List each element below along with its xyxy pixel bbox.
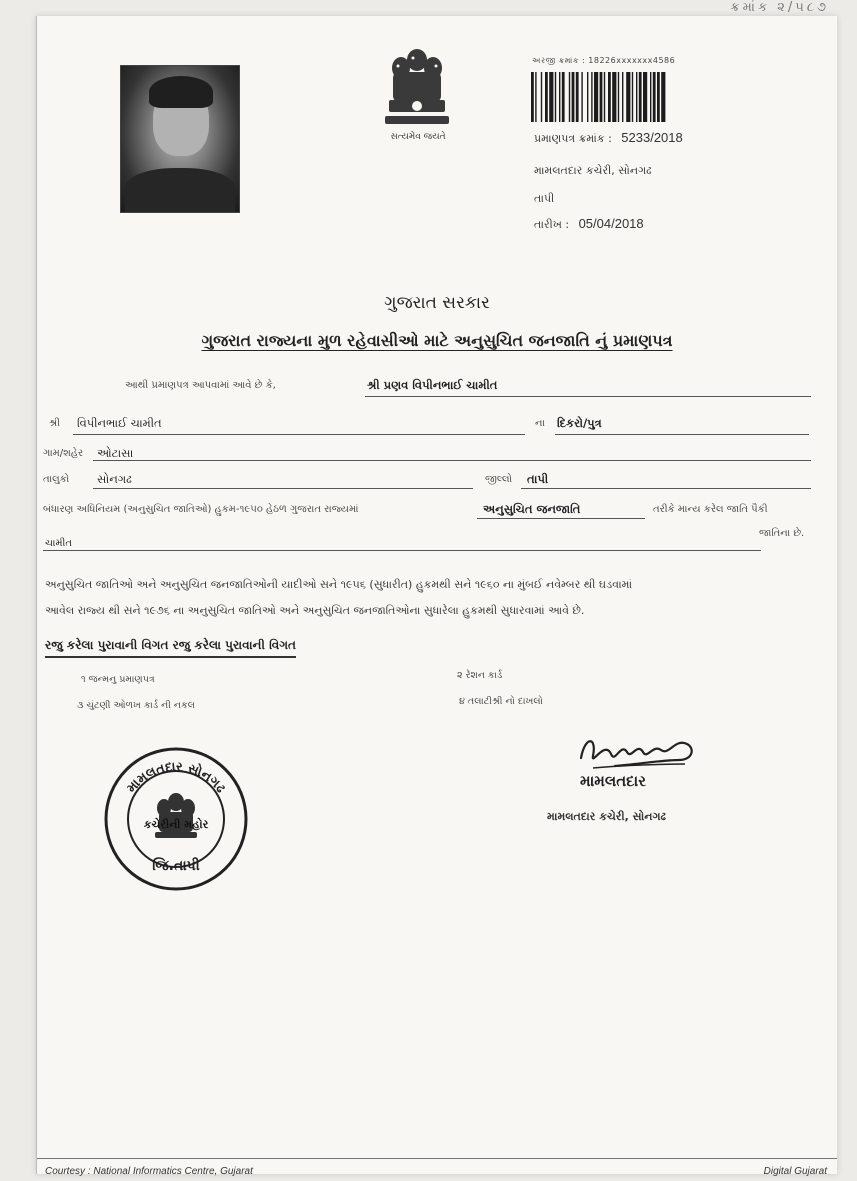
barcode-bar	[572, 72, 575, 122]
barcode-bar	[549, 72, 553, 122]
taluka-rule	[93, 488, 473, 489]
barcode-bar	[535, 72, 536, 122]
caste-tail: જાતિના છે.	[759, 528, 805, 539]
certificate-title	[37, 331, 837, 351]
barcode-bar	[653, 72, 656, 122]
district-rule	[521, 488, 811, 489]
barcode-bar	[657, 72, 660, 122]
signatory-title: મામલતદાર	[580, 772, 646, 790]
issuer-office: મામલતદાર કચેરી, સોનગઢ	[534, 164, 652, 177]
certificate-number-value: 5233/2018	[621, 130, 683, 145]
category-value: અનુસુચિત જનજાતિ	[483, 502, 581, 516]
resident-rule	[93, 460, 811, 461]
barcode-bar	[639, 72, 642, 122]
barcode-bar	[545, 72, 548, 122]
caste-rule	[43, 550, 761, 551]
certificate-date-row	[534, 216, 644, 232]
applicant-name: શ્રી પ્રણવ વિપીનભાઈ ચામીત	[367, 378, 498, 392]
svg-text:મામલતદાર સોનગઢ	[124, 759, 228, 796]
legal-paragraph-line-2: આવેલ રાજ્ય થી સને ૧૯૭૬ ના અનુસુચિત જાતિઓ અને અનુસુચિત જનજાતિઓના સુધારેલા હુકમથી સુધારવામાં આવે છે.	[45, 604, 585, 617]
relation-value: દિકરો/પુત્ર	[557, 416, 602, 430]
applicant-photo	[120, 65, 240, 213]
shri-label: શ્રી	[49, 418, 61, 429]
barcode-bar	[600, 72, 603, 122]
father-name-rule	[73, 434, 525, 435]
recognized-text: તરીકે માન્ય કરેલ જાતિ પૈકી	[653, 504, 768, 515]
references-title: રજુ કરેલા પુરાવાની વિગત રજુ કરેલા પુરાવાની વિગત	[45, 638, 296, 658]
reference-item-2: ૨ રેશન કાર્ડ	[457, 670, 503, 681]
seal-top-text: મામલતદાર સોનગઢ	[124, 759, 228, 796]
footer-divider	[37, 1158, 837, 1159]
barcode-bar	[650, 72, 651, 122]
signatory-office: મામલતદાર કચેરી, સોનગઢ	[547, 810, 666, 823]
barcode-bar	[643, 72, 647, 122]
office-seal-stamp	[101, 744, 251, 894]
district-label: જીલ્લો	[485, 474, 513, 485]
barcode-bar	[581, 72, 582, 122]
certificate-number-label: પ્રમાણપત્ર ક્રમાંક :	[534, 132, 612, 145]
issuer-district: તાપી	[534, 192, 555, 205]
order-text: બંધારણ અધિનિયમ (અનુસુચિત જાતિઓ) હુકમ-૧૯૫૦ હેઠળ ગુજરાત રાજ્યમાં	[43, 504, 359, 515]
reference-item-3: ૩ ચુંટણી ઓળખ કાર્ડ ની નકલ	[77, 700, 195, 711]
barcode-bar	[569, 72, 570, 122]
barcode	[529, 72, 719, 122]
taluka-value: સોનગઢ	[97, 472, 132, 486]
barcode-bar	[636, 72, 637, 122]
barcode-bar	[632, 72, 633, 122]
barcode-bar	[612, 72, 616, 122]
seal-bottom-text: જિ.તાપી	[152, 858, 200, 874]
barcode-bar	[622, 72, 623, 122]
certificate-title-text: ગુજરાત રાજ્યના મુળ રહેવાસીઓ માટે અનુસુચિત જનજાતિ નું પ્રમાણપત્ર	[201, 331, 673, 350]
seal-mid-text: કચેરીની મહોર	[143, 818, 209, 831]
corner-handwritten-note: ક્રમાંક ૨/૫૮૭	[730, 0, 829, 15]
barcode-bar	[661, 72, 665, 122]
barcode-bar	[555, 72, 556, 122]
barcode-bar	[618, 72, 619, 122]
barcode-label: અરજી ક્રમાંક : 18226xxxxxxx4586	[532, 56, 676, 65]
reference-item-1: ૧ જન્મનુ પ્રમાણપત્ર	[81, 674, 155, 685]
barcode-bar	[608, 72, 611, 122]
resident-value: ઓટાસા	[97, 446, 134, 460]
caste-value: ચામીત	[45, 538, 72, 549]
legal-paragraph-line-1: અનુસુચિત જાતિઓ અને અનુસુચિત જનજાતિઓની યાદીઓ સને ૧૯૫૬ (સુધારીત) હુકમથી સને ૧૯૬૦ ના મુંબઈ નવેમ્બર થી ઘડવામાં	[45, 578, 633, 591]
barcode-bar	[562, 72, 565, 122]
barcode-bar	[594, 72, 598, 122]
category-rule	[477, 518, 645, 519]
reference-item-4: ૪ તલાટીશ્રી નો દાખલો	[459, 696, 543, 707]
barcode-bar	[541, 72, 542, 122]
barcode-bar	[587, 72, 588, 122]
handwritten-signature	[575, 730, 705, 776]
certificate-date-label: તારીખ :	[534, 218, 570, 231]
barcode-bar	[591, 72, 592, 122]
government-heading: ગુજરાત સરકાર	[384, 293, 490, 313]
relation-prefix: ના	[535, 418, 545, 429]
intro-label: આથી પ્રમાણપત્ર આપવામાં આવે છે કે,	[125, 380, 276, 391]
barcode-bar	[559, 72, 560, 122]
taluka-label: તાલુકો	[43, 474, 70, 485]
emblem-caption: સત્યમેવ જયતે	[390, 132, 446, 142]
district-value: તાપી	[527, 472, 549, 486]
barcode-bar	[604, 72, 605, 122]
barcode-bar	[531, 72, 534, 122]
applicant-name-rule	[365, 396, 811, 397]
footer-courtesy: Courtesy : National Informatics Centre, Gujarat	[45, 1166, 253, 1177]
certificate-number-row	[534, 130, 683, 146]
barcode-bar	[626, 72, 630, 122]
footer-brand: Digital Gujarat	[763, 1166, 827, 1177]
certificate-page	[36, 16, 837, 1177]
resident-label: ગામ/શહેર	[43, 448, 84, 459]
father-name: વિપીનભાઈ ચામીત	[77, 416, 162, 430]
relation-rule	[555, 434, 809, 435]
certificate-date-value: 05/04/2018	[578, 216, 644, 231]
barcode-bar	[576, 72, 579, 122]
